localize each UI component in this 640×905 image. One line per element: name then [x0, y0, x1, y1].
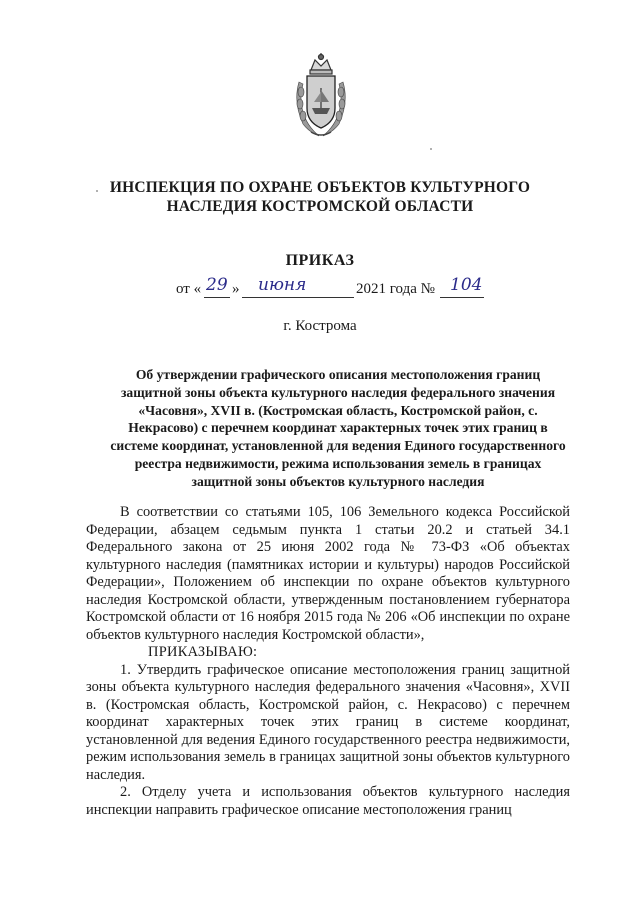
- scan-artifact: [430, 148, 432, 150]
- document-city: г. Кострома: [283, 318, 357, 334]
- document-body: [86, 504, 570, 819]
- number-underline: [440, 297, 484, 298]
- preamble-paragraph: В соответствии со статьями 105, 106 Земельного кодекса Российской Федерации, абзацем седьмым пункта 1 статьи 20.2 и статьей 34.1 Федерального закона от 25 июня 2002 года № 73-ФЗ «Об объектах культурного наследия (памятниках истории и культуры) народов Российской Федерации», Положением об инспекции по охране объектов культурного наследия Костромской области, утвержденным постановлением губернатора Костромской области от 16 ноября 2015 года № 206 «Об инспекции по охране объектов культурного наследия Костромской области»,: [86, 504, 570, 643]
- agency-name-line-1: ИНСПЕКЦИЯ ПО ОХРАНЕ ОБЪЕКТОВ КУЛЬТУРНОГО: [109, 179, 531, 196]
- order-number-handwritten: 104: [450, 275, 483, 295]
- order-item-1: 1. Утвердить графическое описание местоположения границ защитной зоны объекта культурного наследия федерального значения «Часовня», XVII в. (Костромская область, Костромской район, с. Некрасово) с перечнем координат характерных точек этих границ в системе координат, установленной для ведения Единого государственного реестра недвижимости, режим использования земель в границах защитной зоны объектов культурного наследия.: [86, 661, 570, 783]
- agency-name-line-2: НАСЛЕДИЯ КОСТРОМСКОЙ ОБЛАСТИ: [166, 198, 474, 215]
- order-subject: Об утверждении графического описания местоположения границ защитной зоны объекта культурного наследия федерального значения «Часовня», XVII в. (Костромская область, Костромской район, с. Некрасово) с перечнем координат характерных точек этих границ в системе координат, установленной для ведения Единого государственного реестра недвижимости, режима использования земель в границах защитной зоны объектов культурного наследия: [110, 367, 566, 489]
- order-month-handwritten: июня: [258, 275, 307, 295]
- order-year-label: 2021 года №: [356, 281, 435, 297]
- order-day-handwritten: 29: [206, 275, 228, 295]
- order-date-number-line: [176, 275, 506, 301]
- order-directive-word: ПРИКАЗЫВАЮ:: [148, 644, 258, 660]
- scan-artifact: [96, 190, 98, 192]
- order-quote-close: »: [232, 281, 240, 297]
- day-underline: [204, 297, 230, 298]
- order-item-2: 2. Отделу учета и использования объектов культурного наследия инспекции направить графическое описание местоположения границ: [86, 784, 570, 818]
- document-title: ПРИКАЗ: [285, 252, 355, 269]
- month-underline: [242, 297, 354, 298]
- order-from-label: от «: [176, 281, 202, 297]
- kostroma-coat-of-arms-icon: [289, 52, 353, 140]
